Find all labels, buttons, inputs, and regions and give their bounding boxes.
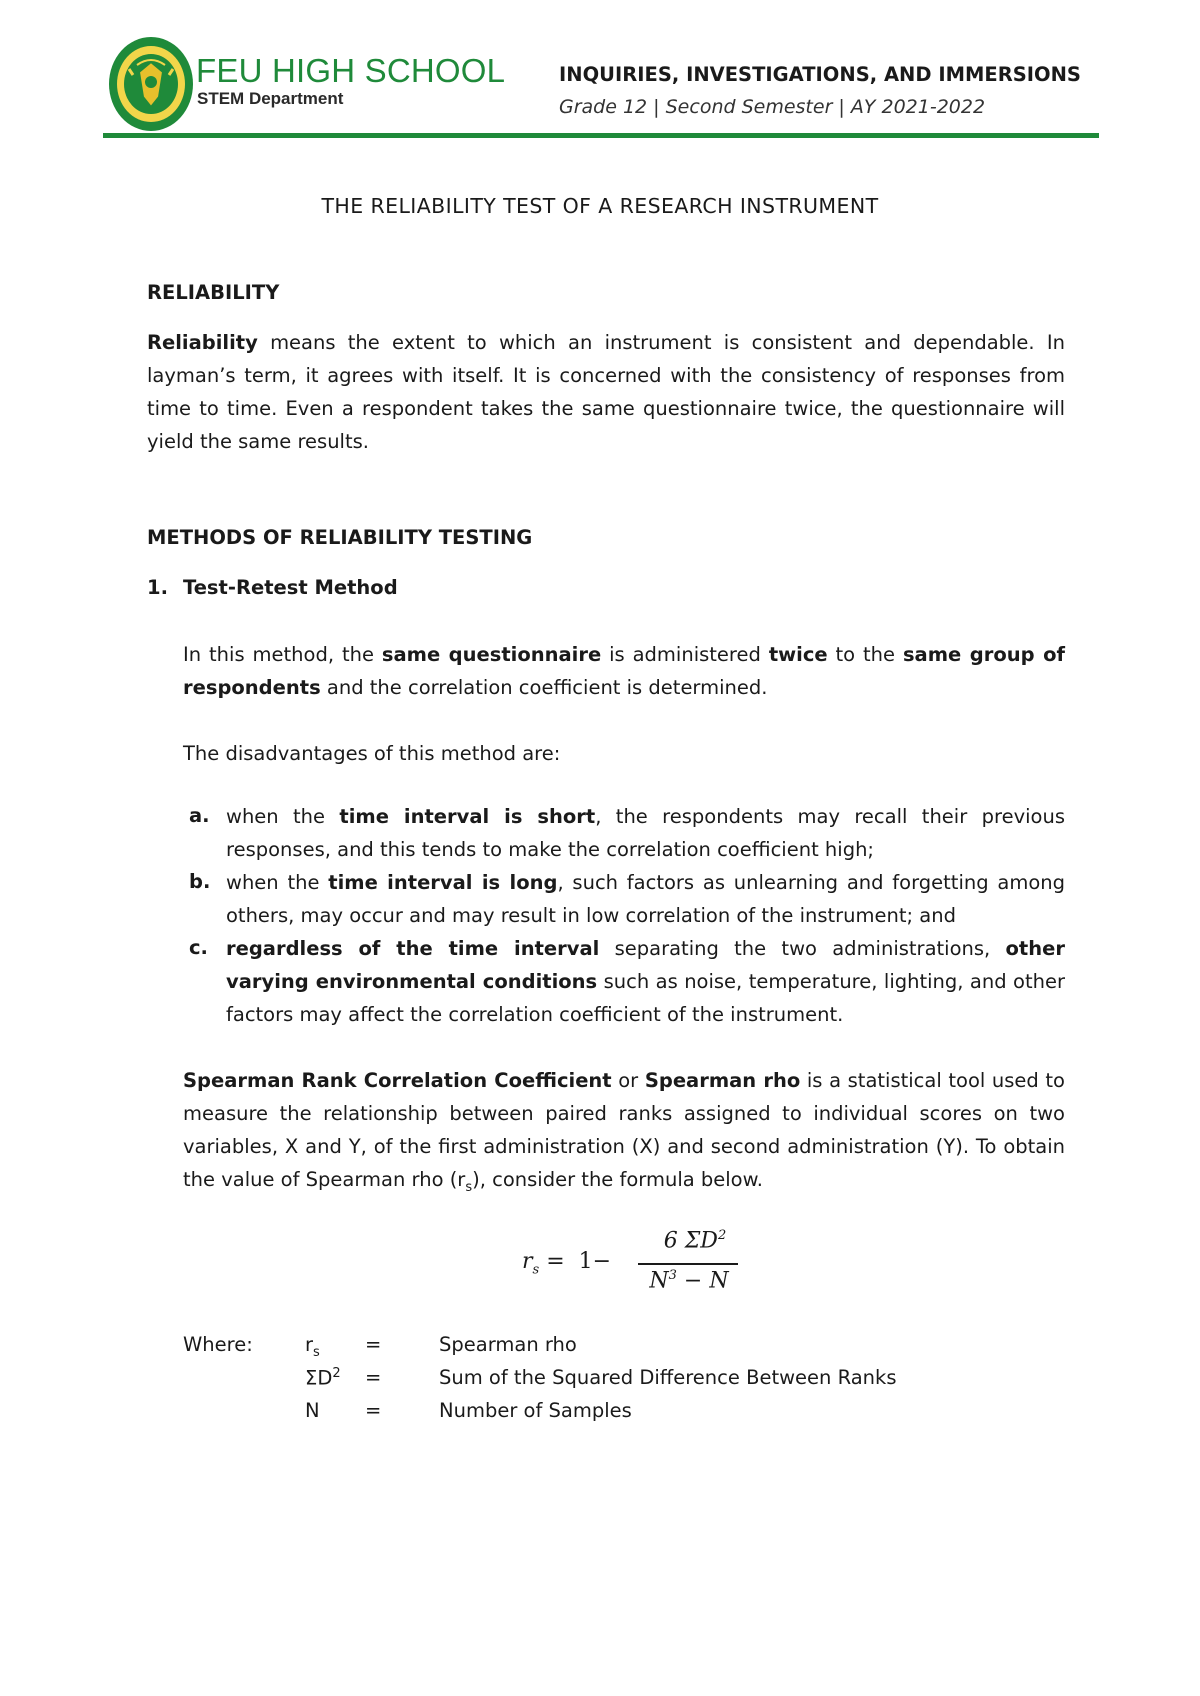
spearman-subscript: s — [465, 1179, 473, 1195]
header-divider — [103, 133, 1099, 138]
where-symbol-text: r — [305, 1333, 314, 1356]
method-name: Test-Retest Method — [183, 576, 398, 599]
disadvantage-item-b — [226, 866, 1065, 932]
item-text: such as noise, temperature, lighting, and other factors may affect the correlation coefficient of the instrument. — [226, 970, 1065, 1026]
item-text: , such factors as unlearning and forgetting among others, may occur and may result in low correlation of the instrument; and — [226, 871, 1065, 927]
spearman-term: Spearman Rank Correlation Coefficient — [183, 1069, 612, 1092]
course-subtitle: Grade 12 | Second Semester | AY 2021-2022 — [559, 96, 986, 118]
item-bold: time interval is short — [339, 805, 596, 828]
term-reliability: Reliability — [147, 331, 258, 354]
intro-text: In this method, the — [183, 643, 382, 666]
disadvantage-item-a — [226, 800, 1065, 866]
formula-minus: − — [592, 1249, 612, 1274]
where-meaning: Sum of the Squared Difference Between Ranks — [439, 1366, 897, 1389]
method-intro-paragraph — [183, 638, 1065, 704]
intro-bold: same group of respondents — [183, 643, 1065, 699]
where-equals: = — [365, 1366, 382, 1389]
formula-fraction-bar — [638, 1263, 738, 1265]
intro-bold: twice — [768, 643, 828, 666]
reliability-definition: means the extent to which an instrument is consistent and dependable. In layman’s term, it agrees with itself. It is concerned with the consistency of responses from time to time. Even a respondent takes the same questionnaire twice, the questionnaire will yield the same results. — [147, 331, 1065, 453]
school-name: FEU HIGH SCHOOL — [196, 52, 506, 89]
formula-r-sub: s — [532, 1262, 540, 1278]
item-text: , the respondents may recall their previous responses, and this tends to make the correlation coefficient high; — [226, 805, 1065, 861]
where-symbol — [305, 1366, 341, 1390]
reliability-paragraph — [147, 326, 1065, 458]
where-symbol-text: ΣD — [305, 1366, 333, 1390]
list-marker-c: c. — [189, 936, 208, 959]
formula-numerator-sup: 2 — [717, 1228, 727, 1243]
method-number: 1. — [147, 576, 168, 599]
spearman-text: is a statistical tool used to measure the relationship between paired ranks assigned to individual scores on two variables, X and Y, of the first administration (X) and second administration (Y). To obtain the value of Spearman rho (r — [183, 1069, 1065, 1191]
school-seal-icon — [107, 35, 195, 133]
where-equals: = — [365, 1333, 382, 1356]
section-heading-reliability: RELIABILITY — [147, 281, 280, 304]
item-text: when the — [226, 871, 329, 894]
where-meaning: Spearman rho — [439, 1333, 577, 1356]
spearman-text: or — [611, 1069, 645, 1092]
formula-numerator-text: 6 ΣD — [663, 1228, 718, 1254]
school-logo — [107, 35, 195, 133]
where-label: Where: — [183, 1333, 253, 1356]
department-name: STEM Department — [197, 89, 344, 108]
formula-numerator — [640, 1228, 750, 1253]
where-symbol-sup: 2 — [332, 1366, 341, 1381]
disadvantages-intro: The disadvantages of this method are: — [183, 742, 561, 765]
where-symbol: N — [305, 1399, 320, 1422]
item-text: when the — [226, 805, 340, 828]
formula-one: 1 — [578, 1249, 593, 1274]
formula-equals: = — [546, 1249, 565, 1274]
where-meaning: Number of Samples — [439, 1399, 632, 1422]
item-text: separating the two administrations, — [599, 937, 1006, 960]
where-equals: = — [365, 1399, 382, 1422]
intro-text: is administered — [601, 643, 769, 666]
list-marker-a: a. — [189, 804, 210, 827]
intro-text: and the correlation coefficient is determined. — [320, 676, 768, 699]
item-bold: regardless of the time interval — [226, 937, 600, 960]
formula-lhs — [522, 1249, 611, 1277]
course-title: INQUIRIES, INVESTIGATIONS, AND IMMERSIONS — [559, 63, 1081, 86]
item-bold: time interval is long — [328, 871, 558, 894]
section-heading-methods: METHODS OF RELIABILITY TESTING — [147, 526, 533, 549]
spearman-text: ), consider the formula below. — [472, 1168, 763, 1191]
where-symbol — [305, 1333, 320, 1360]
formula-r: r — [522, 1249, 533, 1274]
formula-denominator-sup: 3 — [668, 1268, 677, 1283]
formula-denominator — [634, 1268, 744, 1293]
disadvantage-item-c — [226, 932, 1065, 1031]
document-title: THE RELIABILITY TEST OF A RESEARCH INSTRUMENT — [321, 194, 879, 218]
formula-denominator-base: N — [649, 1268, 669, 1294]
item-bold: other varying environmental conditions — [226, 937, 1065, 993]
spearman-formula — [520, 1228, 740, 1298]
intro-bold: same questionnaire — [381, 643, 602, 666]
spearman-rho-term: Spearman rho — [644, 1069, 801, 1092]
list-marker-b: b. — [189, 870, 211, 893]
spearman-paragraph — [183, 1064, 1065, 1204]
intro-text: to the — [827, 643, 903, 666]
formula-denominator-rest: − N — [676, 1268, 729, 1294]
where-symbol-sub: s — [313, 1344, 320, 1360]
